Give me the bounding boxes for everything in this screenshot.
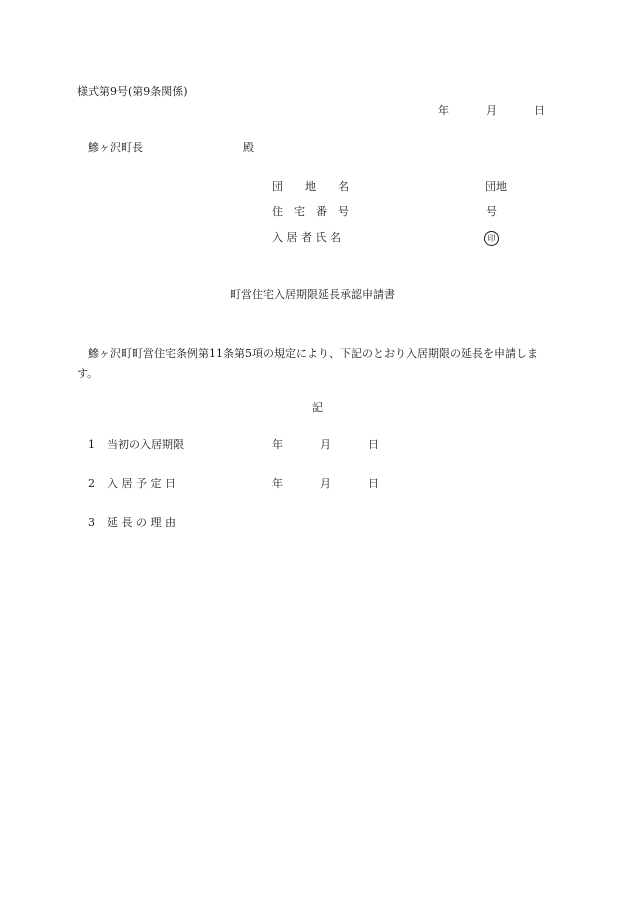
item-1-year: 年 (272, 438, 283, 451)
item-1-number: 1 (88, 438, 95, 451)
house-number-suffix: 号 (486, 205, 497, 218)
resident-name-label: 入 居 者 氏 名 (272, 231, 341, 244)
item-1-month: 月 (320, 438, 331, 451)
seal-mark (484, 231, 499, 246)
body-paragraph: 鰺ヶ沢町町営住宅条例第11条第5項の規定により、下記のとおり入居期限の延長を申請します。 (77, 347, 538, 380)
danchi-suffix: 団地 (485, 180, 507, 193)
form-number: 様式第9号(第9条関係) (77, 85, 188, 98)
danchi-label: 団 地 名 (272, 180, 349, 193)
item-2-label: 入 居 予 定 日 (107, 477, 176, 490)
item-1-day: 日 (368, 438, 379, 451)
item-2-day: 日 (368, 477, 379, 490)
ki-heading: 記 (312, 401, 323, 414)
item-2-month: 月 (320, 477, 331, 490)
item-3-number: 3 (88, 516, 95, 529)
house-number-label: 住 宅 番 号 (272, 205, 349, 218)
document-title: 町営住宅入居期限延長承認申請書 (230, 288, 395, 301)
date-year-label: 年 (438, 104, 449, 117)
addressee-honorific: 殿 (243, 141, 254, 154)
item-1-label: 当初の入居期限 (107, 438, 184, 451)
seal-icon: 印 (484, 231, 499, 246)
item-3-label: 延 長 の 理 由 (107, 516, 176, 529)
item-2-year: 年 (272, 477, 283, 490)
item-2-number: 2 (88, 477, 95, 490)
date-day-label: 日 (534, 104, 545, 117)
addressee-name: 鰺ヶ沢町長 (88, 141, 143, 154)
date-month-label: 月 (486, 104, 497, 117)
